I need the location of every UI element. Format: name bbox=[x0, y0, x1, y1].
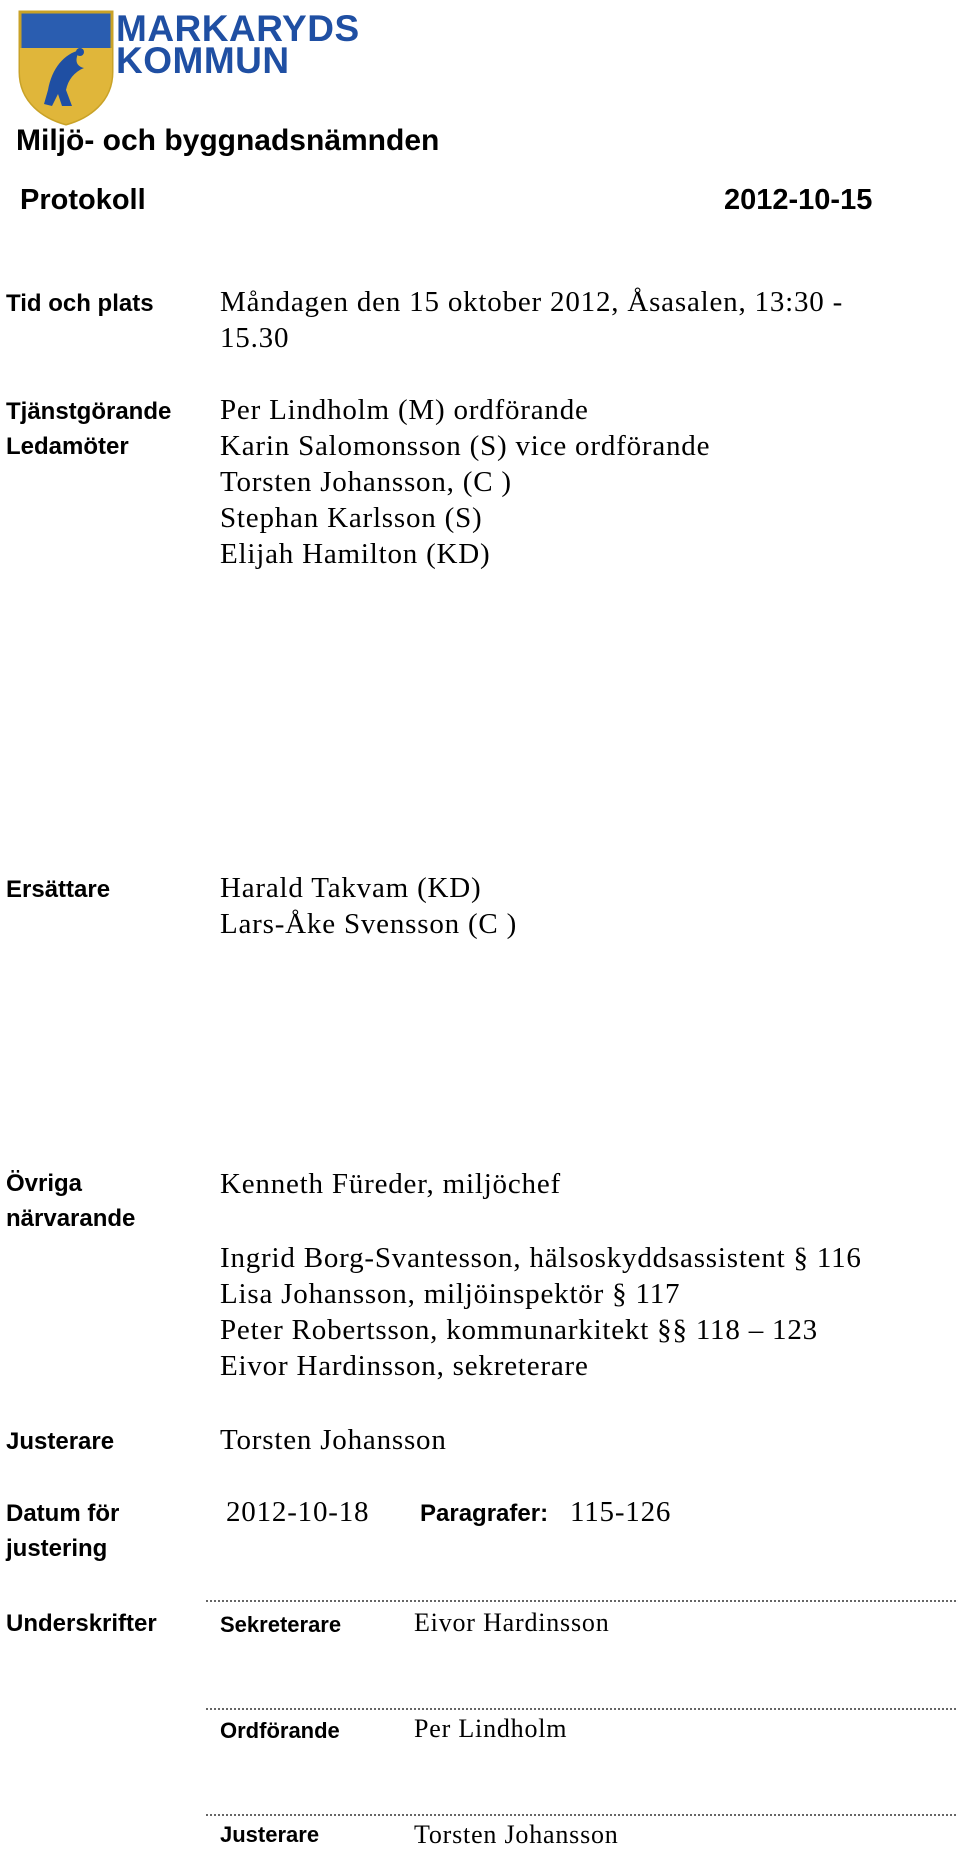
signature-name: Eivor Hardinsson bbox=[414, 1608, 610, 1637]
justerare-label: Justerare bbox=[6, 1428, 115, 1455]
paragrafer-label: Paragrafer: bbox=[420, 1500, 549, 1527]
list-item: Torsten Johansson, (C ) bbox=[220, 466, 512, 498]
list-item: Elijah Hamilton (KD) bbox=[220, 538, 491, 570]
ovriga-label-line: Övriga bbox=[6, 1170, 83, 1197]
ledamoter-label-line: Ledamöter bbox=[6, 433, 129, 460]
justering-label-line: Datum för bbox=[6, 1500, 120, 1527]
logo-line-1: MARKARYDS bbox=[116, 8, 360, 49]
tid-och-plats-value bbox=[220, 284, 843, 356]
signature-name: Torsten Johansson bbox=[414, 1820, 619, 1849]
ovriga-first: Kenneth Füreder, miljöchef bbox=[220, 1168, 561, 1200]
municipality-logo bbox=[18, 10, 418, 128]
tid-och-plats-line: 15.30 bbox=[220, 322, 290, 354]
ersattare-label: Ersättare bbox=[6, 876, 111, 903]
list-item: Per Lindholm (M) ordförande bbox=[220, 394, 589, 426]
list-item: Karin Salomonsson (S) vice ordförande bbox=[220, 430, 711, 462]
ovriga-list bbox=[220, 1240, 862, 1384]
ledamoter-list bbox=[220, 392, 710, 572]
list-item: Ingrid Borg-Svantesson, hälsoskyddsassistent § 116 bbox=[220, 1242, 862, 1274]
logo-line-2: KOMMUN bbox=[116, 40, 290, 81]
signature-role: Sekreterare bbox=[220, 1612, 342, 1637]
list-item: Stephan Karlsson (S) bbox=[220, 502, 483, 534]
signature-name: Per Lindholm bbox=[414, 1714, 568, 1743]
ovriga-label-line: närvarande bbox=[6, 1205, 136, 1232]
justerare-name: Torsten Johansson bbox=[220, 1424, 447, 1456]
ersattare-list bbox=[220, 870, 517, 942]
ledamoter-label bbox=[6, 394, 171, 464]
signature-line bbox=[206, 1600, 956, 1602]
coat-of-arms-icon bbox=[18, 10, 114, 126]
underskrifter-label: Underskrifter bbox=[6, 1610, 157, 1637]
committee-title: Miljö- och byggnadsnämnden bbox=[16, 124, 440, 157]
list-item: Lars-Åke Svensson (C ) bbox=[220, 908, 518, 940]
signature-line bbox=[206, 1814, 956, 1816]
signature-role: Justerare bbox=[220, 1822, 320, 1847]
signature-role: Ordförande bbox=[220, 1718, 340, 1743]
paragrafer-value: 115-126 bbox=[570, 1496, 672, 1528]
justering-label-line: justering bbox=[6, 1535, 108, 1562]
tid-och-plats-label: Tid och plats bbox=[6, 290, 154, 317]
list-item: Peter Robertsson, kommunarkitekt §§ 118 – 123 bbox=[220, 1314, 818, 1346]
document-date: 2012-10-15 bbox=[724, 184, 873, 216]
list-item: Harald Takvam (KD) bbox=[220, 872, 482, 904]
justering-date: 2012-10-18 bbox=[226, 1496, 370, 1528]
ledamoter-label-line: Tjänstgörande bbox=[6, 398, 172, 425]
ovriga-label bbox=[6, 1166, 135, 1236]
signature-line bbox=[206, 1708, 956, 1710]
document-type: Protokoll bbox=[20, 184, 146, 216]
list-item: Lisa Johansson, miljöinspektör § 117 bbox=[220, 1278, 681, 1310]
tid-och-plats-line: Måndagen den 15 oktober 2012, Åsasalen, 13:30 - bbox=[220, 286, 844, 318]
list-item: Eivor Hardinsson, sekreterare bbox=[220, 1350, 589, 1382]
justering-label bbox=[6, 1496, 119, 1566]
